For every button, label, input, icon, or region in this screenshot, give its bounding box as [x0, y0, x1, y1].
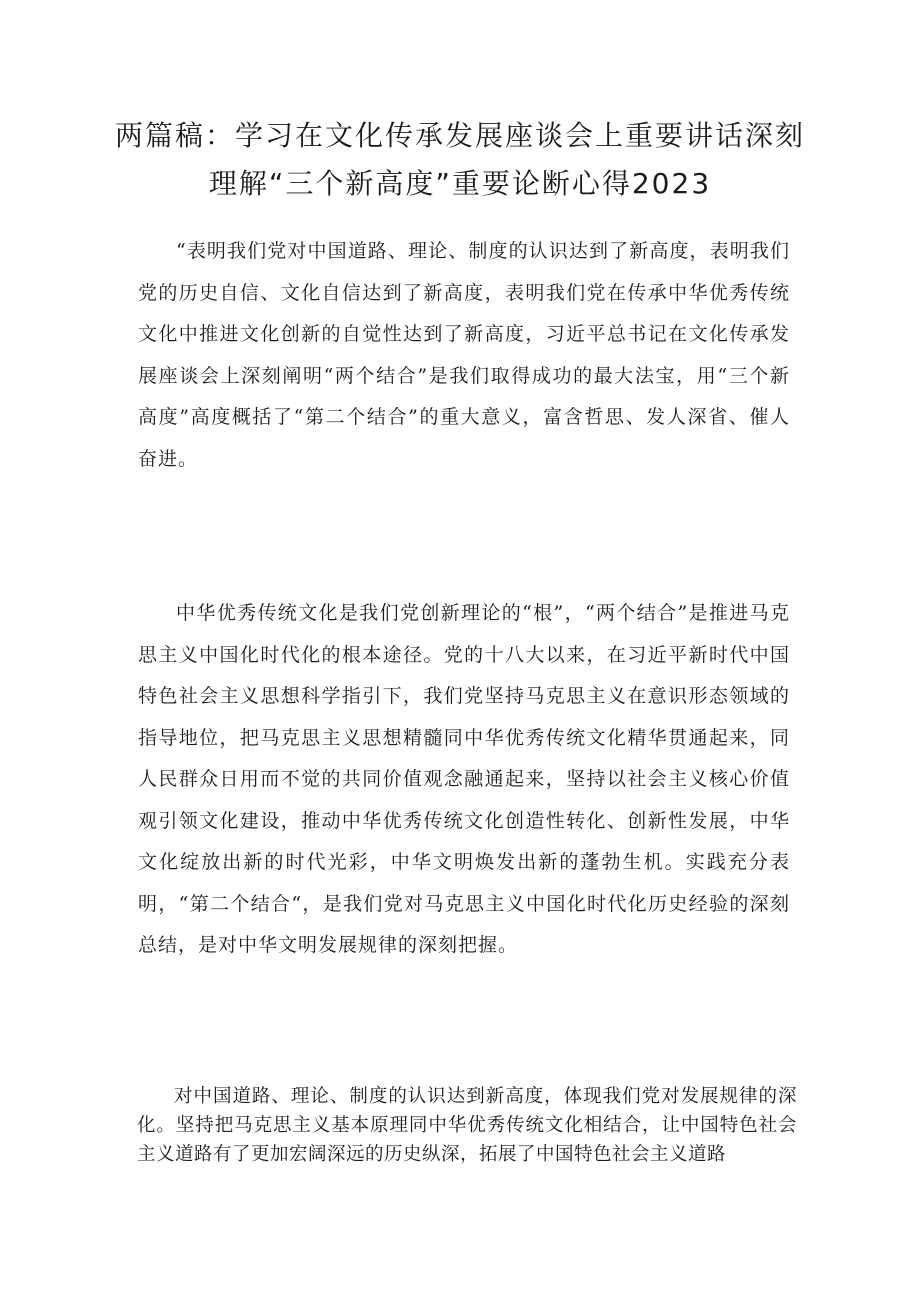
- title-line-2: 理解“三个新高度”重要论断心得2023: [208, 167, 712, 200]
- paragraph-1: “表明我们党对中国道路、理论、制度的认识达到了新高度，表明我们党的历史自信、文化自信达到了新高度，表明我们党在传承中华优秀传统文化中推进文化创新的自觉性达到了新高度，习近平总书记在文化传承发展座谈会上深刻阐明“两个结合”是我们取得成功的最大法宝，用“三个新高度”高度概括了“第二个结合”的重大意义，富含哲思、发人深省、催人奋进。: [138, 240, 790, 470]
- paragraph-2: 中华优秀传统文化是我们党创新理论的“根”，“两个结合”是推进马克思主义中国化时代化的根本途径。党的十八大以来，在习近平新时代中国特色社会主义思想科学指引下，我们党坚持马克思主义在意识形态领域的指导地位，把马克思主义思想精髓同中华优秀传统文化精华贯通起来，同人民群众日用而不觉的共同价值观念融通起来，坚持以社会主义核心价值观引领文化建设，推动中华优秀传统文化创造性转化、创新性发展，中华文化绽放出新的时代光彩，中华文明焕发出新的蓬勃生机。实践充分表明，“第二个结合“，是我们党对马克思主义中国化时代化历史经验的深刻总结，是对中华文明发展规律的深刻把握。: [138, 602, 790, 956]
- document-title: [100, 112, 820, 208]
- paragraph-3: 对中国道路、理论、制度的认识达到新高度，体现我们党对发展规律的深化。坚持把马克思主义基本原理同中华优秀传统文化相结合，让中国特色社会主义道路有了更加宏阔深远的历史纵深，拓展了中国特色社会主义道路: [137, 1086, 797, 1165]
- title-line-1: 两篇稿：学习在文化传承发展座谈会上重要讲话深刻: [114, 119, 805, 152]
